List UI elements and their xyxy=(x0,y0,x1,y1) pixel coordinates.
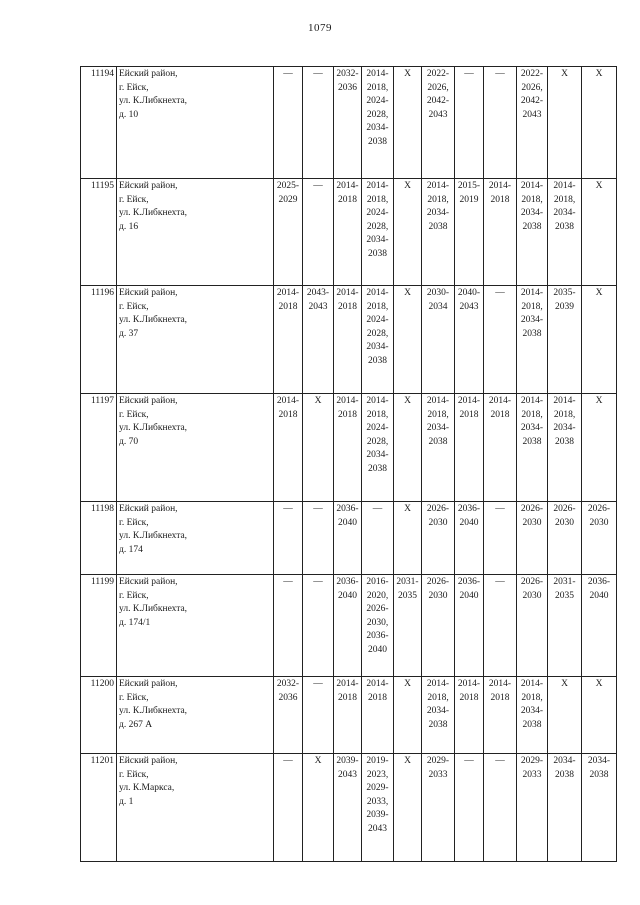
schedule-cell: — xyxy=(455,754,484,862)
address-street: ул. К.Либкнехта, xyxy=(119,315,188,326)
schedule-cell: 2014- 2018 xyxy=(484,394,517,502)
address-street: ул. К.Либкнехта, xyxy=(119,531,188,542)
schedule-cell: X xyxy=(394,502,422,575)
address-house: д. 70 xyxy=(119,436,139,447)
schedule-cell: 2014- 2018 xyxy=(362,677,394,754)
schedule-cell: X xyxy=(548,677,582,754)
schedule-cell: 2014- 2018, 2024- 2028, 2034- 2038 xyxy=(362,394,394,502)
table-row xyxy=(81,179,617,286)
address-city: г. Ейск, xyxy=(119,82,149,93)
schedule-cell: 2019- 2023, 2029- 2033, 2039- 2043 xyxy=(362,754,394,862)
housing-repair-schedule-table xyxy=(80,66,617,862)
address-cell xyxy=(117,394,274,502)
schedule-cell: — xyxy=(274,575,303,677)
table-row xyxy=(81,502,617,575)
schedule-cell: X xyxy=(394,394,422,502)
schedule-cell: X xyxy=(582,286,617,394)
schedule-cell: 2014- 2018 xyxy=(484,179,517,286)
schedule-cell: — xyxy=(274,502,303,575)
schedule-cell: — xyxy=(274,754,303,862)
schedule-cell: — xyxy=(455,67,484,179)
table-row xyxy=(81,575,617,677)
address-district: Ейский район, xyxy=(119,679,178,689)
schedule-cell: 2034- 2038 xyxy=(548,754,582,862)
schedule-cell: 2025- 2029 xyxy=(274,179,303,286)
schedule-cell: 2015- 2019 xyxy=(455,179,484,286)
schedule-cell: X xyxy=(394,179,422,286)
row-number: 11200 xyxy=(81,677,117,754)
schedule-cell: 2014- 2018 xyxy=(455,677,484,754)
schedule-cell: 2036- 2040 xyxy=(455,575,484,677)
address-cell xyxy=(117,677,274,754)
address-city: г. Ейск, xyxy=(119,409,149,420)
schedule-cell: 2026- 2030 xyxy=(548,502,582,575)
schedule-cell: — xyxy=(484,575,517,677)
row-number: 11194 xyxy=(81,67,117,179)
schedule-cell: 2040- 2043 xyxy=(455,286,484,394)
schedule-cell: 2014- 2018 xyxy=(455,394,484,502)
schedule-cell: 2034- 2038 xyxy=(582,754,617,862)
schedule-cell: 2016- 2020, 2026- 2030, 2036- 2040 xyxy=(362,575,394,677)
schedule-cell: 2014- 2018 xyxy=(274,286,303,394)
address-city: г. Ейск, xyxy=(119,301,149,312)
address-city: г. Ейск, xyxy=(119,769,149,780)
address-cell xyxy=(117,575,274,677)
row-number: 11199 xyxy=(81,575,117,677)
schedule-cell: X xyxy=(582,67,617,179)
schedule-cell: 2022- 2026, 2042- 2043 xyxy=(517,67,548,179)
schedule-cell: 2014- 2018, 2034- 2038 xyxy=(517,394,548,502)
table-row xyxy=(81,67,617,179)
schedule-cell: 2035- 2039 xyxy=(548,286,582,394)
address-house: д. 174 xyxy=(119,544,143,555)
address-city: г. Ейск, xyxy=(119,194,149,205)
schedule-cell: — xyxy=(274,67,303,179)
schedule-cell: 2014- 2018 xyxy=(334,394,362,502)
schedule-cell: — xyxy=(303,575,334,677)
schedule-cell: 2036- 2040 xyxy=(334,502,362,575)
schedule-cell: 2014- 2018, 2034- 2038 xyxy=(517,179,548,286)
schedule-cell: — xyxy=(484,502,517,575)
address-house: д. 267 А xyxy=(119,719,153,730)
address-city: г. Ейск, xyxy=(119,692,149,703)
address-street: ул. К.Либкнехта, xyxy=(119,208,188,219)
address-city: г. Ейск, xyxy=(119,517,149,528)
schedule-cell: X xyxy=(582,179,617,286)
address-cell xyxy=(117,286,274,394)
schedule-cell: 2014- 2018, 2034- 2038 xyxy=(517,677,548,754)
address-street: ул. К.Либкнехта, xyxy=(119,96,188,107)
schedule-cell: 2022- 2026, 2042- 2043 xyxy=(422,67,455,179)
schedule-cell: X xyxy=(394,754,422,862)
schedule-cell: — xyxy=(484,754,517,862)
row-number: 11197 xyxy=(81,394,117,502)
schedule-cell: 2026- 2030 xyxy=(422,502,455,575)
schedule-cell: 2014- 2018 xyxy=(274,394,303,502)
schedule-cell: — xyxy=(484,286,517,394)
schedule-cell: 2014- 2018, 2024- 2028, 2034- 2038 xyxy=(362,67,394,179)
schedule-cell: 2043- 2043 xyxy=(303,286,334,394)
address-district: Ейский район, xyxy=(119,504,178,514)
schedule-cell: 2032- 2036 xyxy=(334,67,362,179)
schedule-cell: 2026- 2030 xyxy=(582,502,617,575)
schedule-cell: X xyxy=(394,677,422,754)
address-house: д. 174/1 xyxy=(119,617,151,628)
address-district: Ейский район, xyxy=(119,396,178,406)
row-number: 11195 xyxy=(81,179,117,286)
row-number: 11201 xyxy=(81,754,117,862)
schedule-cell: X xyxy=(394,67,422,179)
schedule-cell: 2014- 2018, 2034- 2038 xyxy=(422,394,455,502)
address-district: Ейский район, xyxy=(119,577,178,587)
table-row xyxy=(81,677,617,754)
schedule-cell: 2029- 2033 xyxy=(422,754,455,862)
schedule-cell: X xyxy=(548,67,582,179)
schedule-cell: 2032- 2036 xyxy=(274,677,303,754)
schedule-cell: 2014- 2018 xyxy=(334,286,362,394)
schedule-cell: 2030- 2034 xyxy=(422,286,455,394)
schedule-cell: 2036- 2040 xyxy=(455,502,484,575)
schedule-cell: 2036- 2040 xyxy=(582,575,617,677)
address-cell xyxy=(117,67,274,179)
schedule-cell: — xyxy=(303,502,334,575)
schedule-cell: — xyxy=(303,67,334,179)
schedule-cell: 2014- 2018, 2024- 2028, 2034- 2038 xyxy=(362,286,394,394)
schedule-cell: 2026- 2030 xyxy=(517,575,548,677)
address-street: ул. К.Либкнехта, xyxy=(119,706,188,717)
table-row xyxy=(81,754,617,862)
schedule-cell: 2014- 2018, 2034- 2038 xyxy=(548,179,582,286)
address-house: д. 37 xyxy=(119,328,139,339)
row-number: 11198 xyxy=(81,502,117,575)
schedule-cell: X xyxy=(582,677,617,754)
schedule-cell: 2036- 2040 xyxy=(334,575,362,677)
schedule-cell: X xyxy=(582,394,617,502)
schedule-cell: — xyxy=(484,67,517,179)
address-street: ул. К.Либкнехта, xyxy=(119,604,188,615)
address-district: Ейский район, xyxy=(119,69,178,79)
schedule-cell: 2014- 2018 xyxy=(334,179,362,286)
schedule-cell: 2014- 2018, 2034- 2038 xyxy=(422,677,455,754)
schedule-cell: 2014- 2018, 2034- 2038 xyxy=(422,179,455,286)
schedule-cell: — xyxy=(303,179,334,286)
schedule-cell: 2039- 2043 xyxy=(334,754,362,862)
address-district: Ейский район, xyxy=(119,288,178,298)
address-district: Ейский район, xyxy=(119,181,178,191)
schedule-cell: 2031- 2035 xyxy=(394,575,422,677)
address-cell xyxy=(117,754,274,862)
schedule-cell: 2026- 2030 xyxy=(517,502,548,575)
address-cell xyxy=(117,502,274,575)
table-row xyxy=(81,286,617,394)
schedule-cell: 2014- 2018, 2034- 2038 xyxy=(548,394,582,502)
address-house: д. 1 xyxy=(119,796,134,807)
schedule-cell: — xyxy=(303,677,334,754)
schedule-cell: X xyxy=(303,754,334,862)
address-house: д. 16 xyxy=(119,221,139,232)
schedule-cell: 2014- 2018, 2024- 2028, 2034- 2038 xyxy=(362,179,394,286)
address-city: г. Ейск, xyxy=(119,590,149,601)
table-row xyxy=(81,394,617,502)
address-house: д. 10 xyxy=(119,109,139,120)
address-street: ул. К.Либкнехта, xyxy=(119,423,188,434)
schedule-cell: 2026- 2030 xyxy=(422,575,455,677)
address-street: ул. К.Маркса, xyxy=(119,783,175,794)
schedule-cell: 2029- 2033 xyxy=(517,754,548,862)
schedule-cell: X xyxy=(394,286,422,394)
schedule-cell: 2031- 2035 xyxy=(548,575,582,677)
page-number: 1079 xyxy=(308,22,332,34)
schedule-cell: 2014- 2018 xyxy=(334,677,362,754)
schedule-cell: 2014- 2018, 2034- 2038 xyxy=(517,286,548,394)
address-cell xyxy=(117,179,274,286)
address-district: Ейский район, xyxy=(119,756,178,766)
row-number: 11196 xyxy=(81,286,117,394)
schedule-cell: 2014- 2018 xyxy=(484,677,517,754)
schedule-cell: — xyxy=(362,502,394,575)
schedule-cell: X xyxy=(303,394,334,502)
